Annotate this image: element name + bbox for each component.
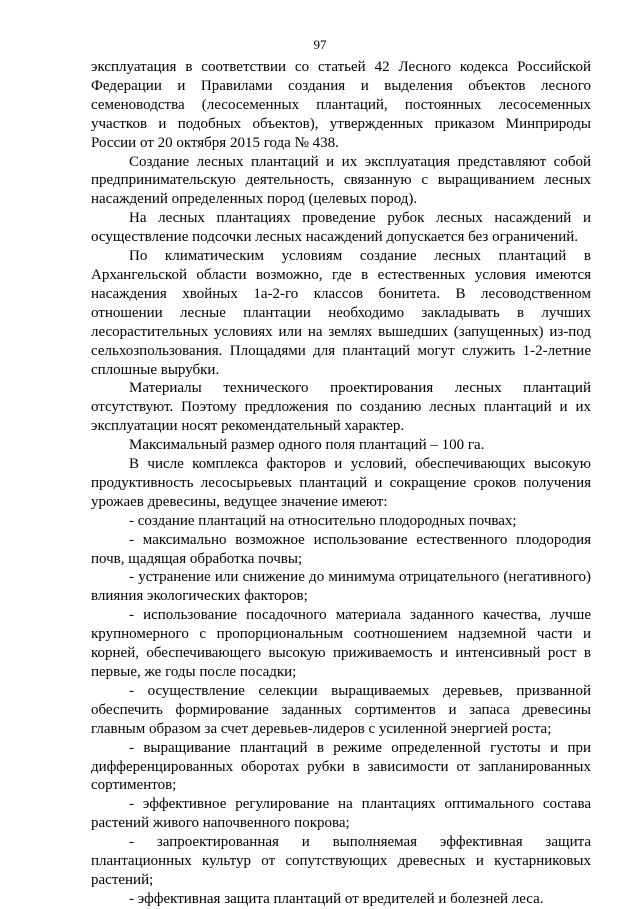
list-item: - максимально возможное использование естественного плодородия почв, щадящая обработка почвы; (91, 531, 591, 567)
paragraph: На лесных плантациях проведение рубок лесных насаждений и осуществление подсочки лесных насаждений допускается без ограничений. (91, 210, 591, 246)
list-item: - выращивание плантаций в режиме определенной густоты и при дифференцированных оборотах рубки в зависимости от запланированных сортиментов; (91, 739, 591, 794)
list-item: - осуществление селекции выращиваемых деревьев, призванной обеспечить формирование заданных сортиментов и запаса древесины главным образом за счет деревьев-лидеров с усиленной энергией роста; (91, 682, 591, 737)
paragraph: Создание лесных плантаций и их эксплуатация представляют собой предпринимательскую деятельность, связанную с выращиванием лесных насаждений определенных пород (целевых пород). (91, 153, 591, 208)
list-item: - использование посадочного материала заданного качества, лучше крупномерного с пропорциональным соотношением надземной части и корней, обеспечивающего высокую приживаемость и интенсивный рост в первые, же годы после посадки; (91, 607, 591, 680)
list-item: - эффективное регулирование на плантациях оптимального состава растений живого напочвенного покрова; (91, 796, 591, 832)
page-number: 97 (313, 37, 327, 52)
paragraph: Материалы технического проектирования лесных плантаций отсутствуют. Поэтому предложения по созданию лесных плантаций и их эксплуатации носят рекомендательный характер. (91, 380, 591, 435)
page-body (91, 58, 591, 909)
paragraph: Максимальный размер одного поля плантаций – 100 га. (129, 437, 485, 454)
list-item: - запроектированная и выполняемая эффективная защита плантационных культур от сопутствующих древесных и кустарниковых растений; (91, 834, 591, 888)
paragraph: По климатическим условиям создание лесных плантаций в Архангельской области возможно, где в естественных условия имеются насаждения хвойных 1а-2-го классов бонитета. В лесоводственном отношении лесные плантации необходимо закладывать в лучших лесорастительных условиях или на землях вышедших (запущенных) из-под сельхозпользования. Площадями для плантаций могут служить 1-2-летние сплошные вырубки. (91, 248, 591, 378)
paragraph: В числе комплекса факторов и условий, обеспечивающих высокую продуктивность лесосырьевых плантаций и сокращение сроков получения урожаев древесины, ведущее значение имеют: (91, 456, 591, 510)
list-item: - эффективная защита плантаций от вредителей и болезней леса. (129, 890, 544, 907)
paragraph: эксплуатация в соответствии со статьей 42 Лесного кодекса Российской Федерации и Правилами создания и выделения объектов лесного семеноводства (лесосеменных плантаций, постоянных лесосеменных участков и подобных объектов), утвержденных приказом Минприроды России от 20 октября 2015 года № 438. (91, 59, 591, 151)
list-item: - создание плантаций на относительно плодородных почвах; (129, 512, 517, 529)
list-item: - устранение или снижение до минимума отрицательного (негативного) влияния экологических факторов; (91, 569, 591, 605)
